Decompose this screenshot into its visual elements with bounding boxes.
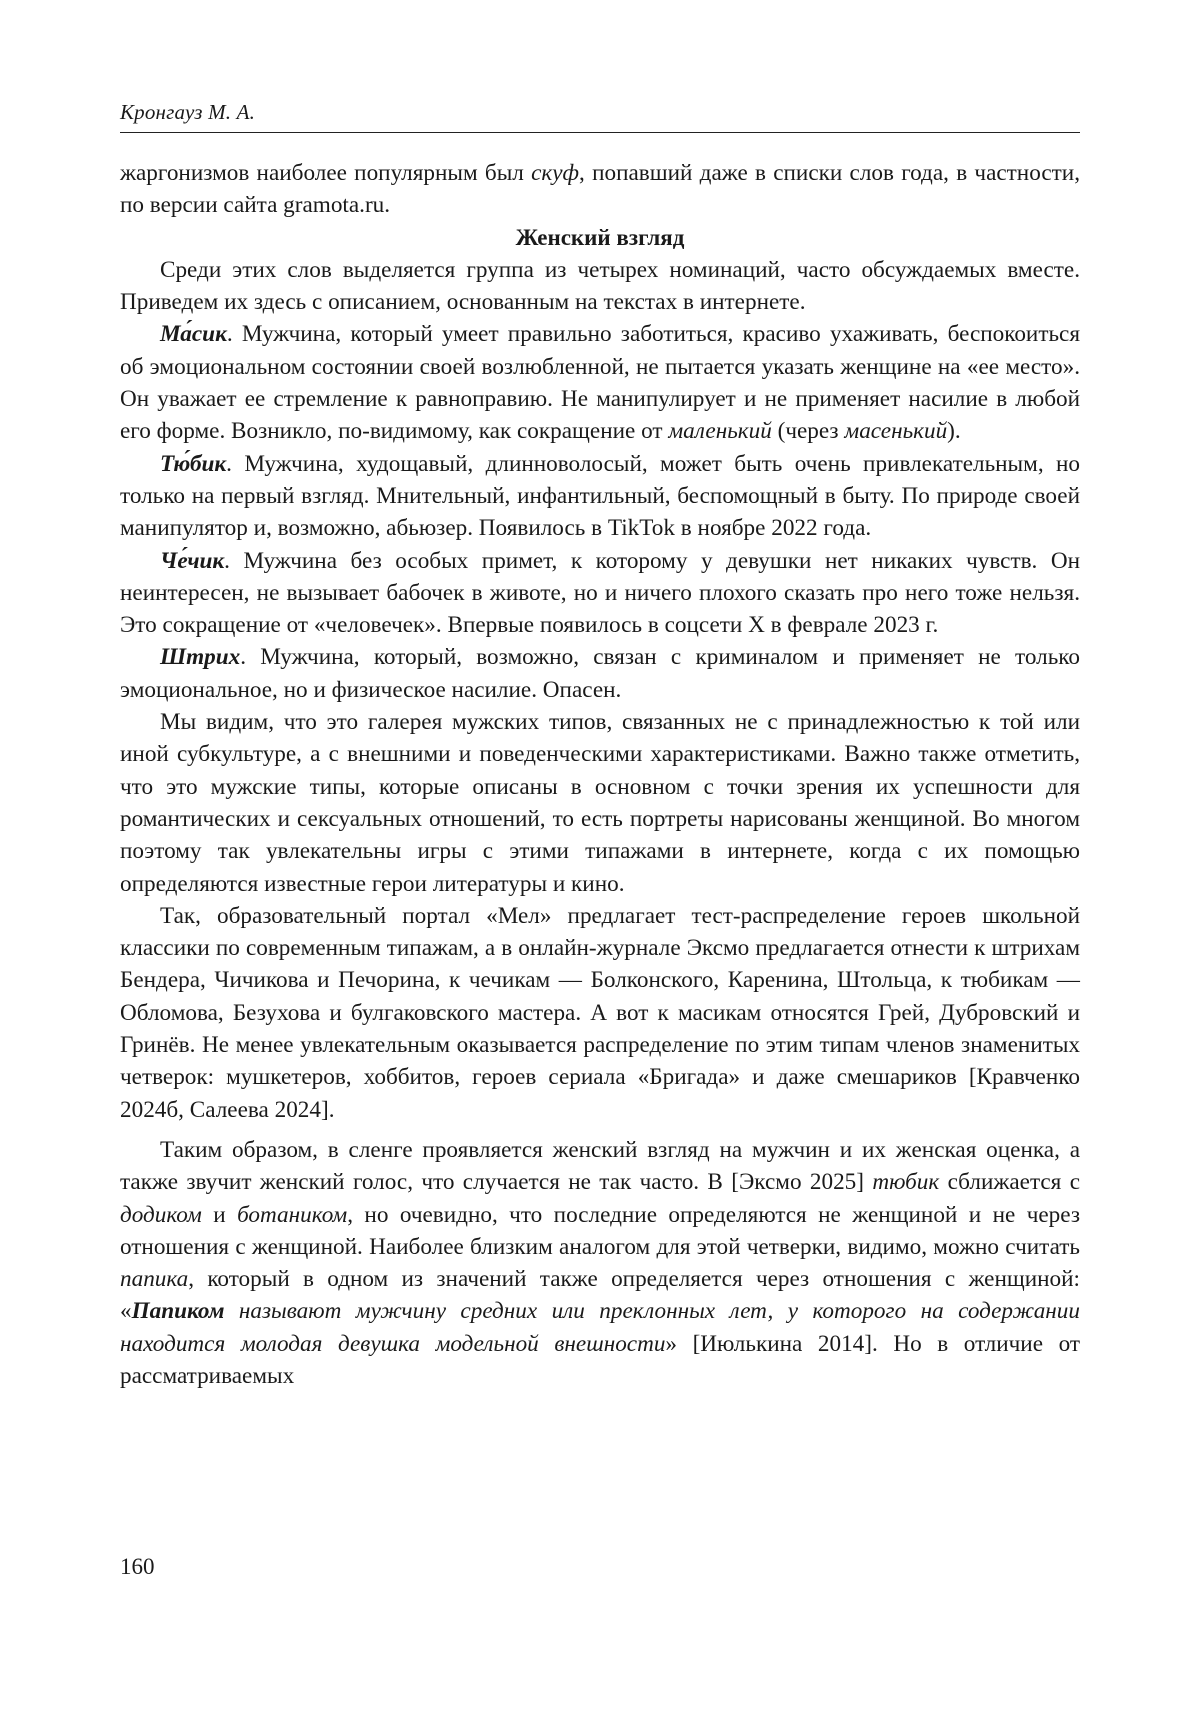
term-masik: Ма́сик bbox=[160, 321, 227, 348]
term-skuf: скуф bbox=[531, 160, 580, 186]
final-italic-tyubik: тюбик bbox=[872, 1169, 940, 1196]
term-tyubik: Тю́бик bbox=[160, 450, 227, 477]
body-text bbox=[120, 157, 1080, 1392]
tyubik-paragraph bbox=[120, 448, 1080, 545]
section-title: Женский взгляд bbox=[515, 224, 685, 250]
lead-paragraph: Среди этих слов выделяется группа из четырех номинаций, часто обсуждаемых вместе. Приведем их здесь с описанием, основанным на текстах в интернете. bbox=[120, 256, 1080, 316]
tyubik-text: . Мужчина, худощавый, длинноволосый, может быть очень привлекательным, но только на первый взгляд. Мнительный, инфантильный, беспомощный в быту. По природе своей манипулятор и, возможно, абьюзер. Появилось в TikTok в ноябре 2022 года. bbox=[120, 450, 1080, 542]
term-chechik: Че́чик bbox=[160, 547, 225, 574]
intro-text-2: , попавший даже в списки слов года, в частности, по версии сайта gramota.ru. bbox=[120, 160, 1080, 219]
final-italic-papika: папика bbox=[120, 1266, 189, 1293]
shtrikh-text: . Мужчина, который, возможно, связан с криминалом и применяет не только эмоциональное, но и физическое насилие. Опасен. bbox=[120, 644, 1080, 703]
mel-paragraph: Так, образовательный портал «Мел» предлагает тест-распределение героев школьной классики по современным типажам, а в онлайн-журнале Эксмо предлагается отнести к штрихам Бендера, Чичикова и Печорина, к чечикам — Болконского, Каренина, Штольца, к тюбикам — Обломова, Безухова и булгаковского мастера. А вот к масикам относятся Грей, Дубровский и Гринёв. Не менее увлекательным оказывается распределение по этим типам членов знаменитых четверок: мушкетеров, хоббитов, героев сериала «Бригада» и даже смешариков [Кравченко 2024б, Салеева 2024]. bbox=[120, 902, 1080, 1123]
masik-text-2: (через bbox=[771, 418, 845, 445]
final-text-3: и bbox=[201, 1201, 238, 1228]
final-italic-botanikom: ботаником bbox=[237, 1201, 348, 1228]
final-paragraph bbox=[120, 1134, 1080, 1392]
page-number: 160 bbox=[120, 1554, 155, 1579]
masik-text-3: ). bbox=[947, 418, 961, 445]
final-text-4: , но очевидно, что последние определяются не женщиной и не через отношения с женщиной. Наиболее близким аналогом для этой четверки, видимо, можно считать bbox=[120, 1201, 1080, 1260]
final-italic-quote: называют мужчину средних или преклонных лет, у которого на содержании находится молодая девушка модельной внешности bbox=[120, 1298, 1080, 1357]
final-italic-dodikom: додиком bbox=[120, 1201, 202, 1228]
chechik-text: . Мужчина без особых примет, к которому у девушки нет никаких чувств. Он неинтересен, не вызывает бабочек в животе, но и ничего плохого сказать про него тоже нельзя. Это сокращение от «человечек». Впервые появилось в соцсети X в феврале 2023 г. bbox=[120, 547, 1080, 639]
header-rule bbox=[120, 132, 1080, 133]
final-text-5: , который в одном из значений также определяется через отношения с женщиной: « bbox=[120, 1266, 1080, 1325]
final-text-1: Таким образом, в сленге проявляется женский взгляд на мужчин и их женская оценка, а также звучит женский голос, что случается не так часто. В [Эксмо 2025] bbox=[120, 1136, 1080, 1196]
chechik-paragraph bbox=[120, 545, 1080, 642]
shtrikh-paragraph bbox=[120, 641, 1080, 706]
masik-italic-1: маленький bbox=[668, 418, 772, 445]
masik-text-1: . Мужчина, который умеет правильно заботиться, красиво ухаживать, беспокоиться об эмоциональном состоянии своей возлюбленной, не пытается указать женщине на «ее место». Он уважает ее стремление к равноправию. Не манипулирует и не применяет насилие в любой его форме. Возникло, по-видимому, как сокращение от bbox=[120, 321, 1080, 445]
intro-text-1: жаргонизмов наиболее популярным был bbox=[120, 160, 532, 186]
final-text-6: » [Июлькина 2014]. Но в отличие от рассматриваемых bbox=[120, 1330, 1080, 1389]
final-text-2: сближается с bbox=[939, 1169, 1080, 1196]
masik-paragraph bbox=[120, 318, 1080, 447]
running-head: Кронгауз М. А. bbox=[120, 100, 256, 124]
gallery-paragraph: Мы видим, что это галерея мужских типов, связанных не с принадлежностью к той или иной субкультуре, а с внешними и поведенческими характеристиками. Важно также отметить, что это мужские типы, которые описаны в основном с точки зрения их успешности для романтических и сексуальных отношений, то есть портреты нарисованы женщиной. Во многом поэтому так увлекательны игры с этими типажами в интернете, когда с их помощью определяются известные герои литературы и кино. bbox=[120, 709, 1080, 897]
intro-paragraph bbox=[120, 157, 1080, 222]
term-shtrikh: Штрих bbox=[160, 644, 241, 671]
masik-italic-2: масенький bbox=[844, 418, 948, 445]
final-bold-papikom: Папиком bbox=[131, 1298, 225, 1325]
